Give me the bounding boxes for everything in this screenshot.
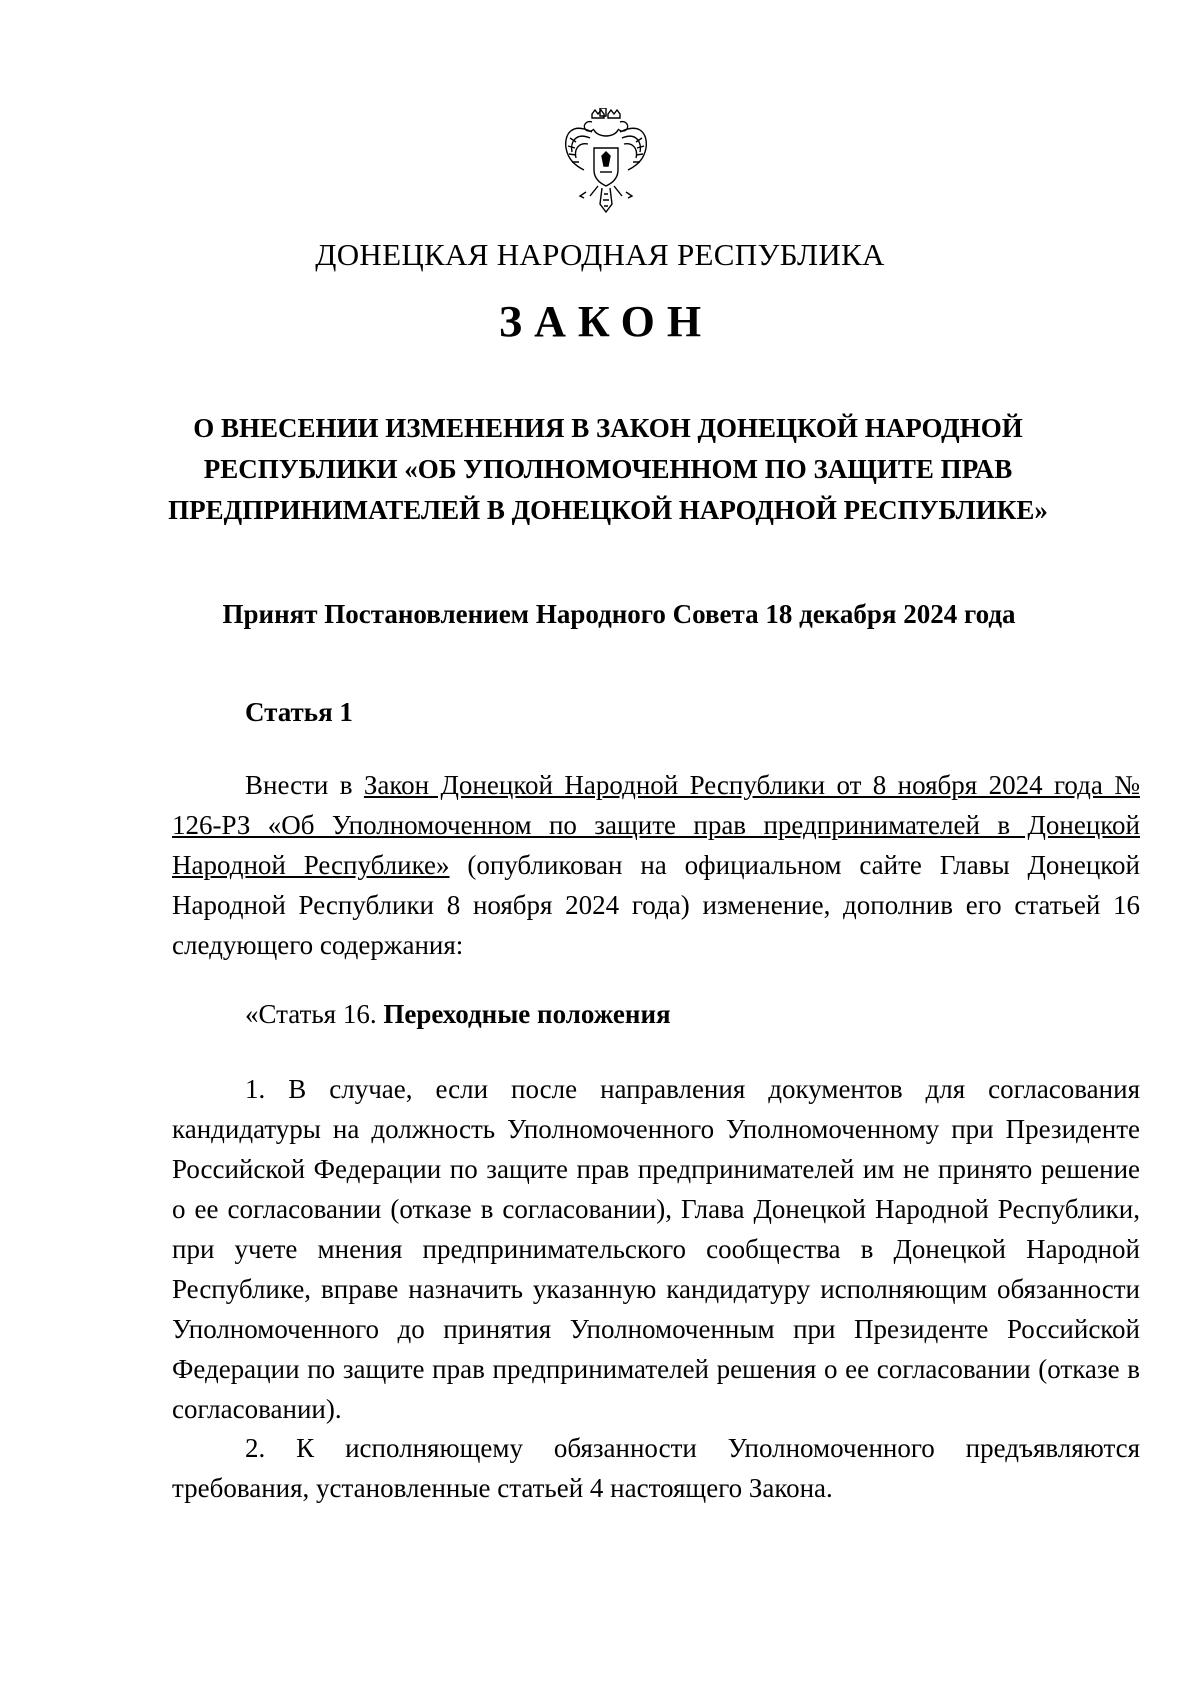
- article-16-prefix: «Статья 16.: [245, 999, 384, 1029]
- referenced-law-link[interactable]: Закон Донецкой Народной Республики от 8 ноября 2024 года № 126-РЗ «Об Уполномоченном по защите прав предпринимателей в Донецкой Народной Республике»: [172, 770, 1140, 880]
- article-16-title: Переходные положения: [383, 999, 671, 1029]
- republic-name: ДОНЕЦКАЯ НАРОДНАЯ РЕСПУБЛИКА: [315, 237, 885, 272]
- article-16-item-2: 2. К исполняющему обязанности Уполномоченного предъявляются требования, установленные статьей 4 настоящего Закона.: [172, 1433, 1140, 1503]
- article-1-title: Статья 1: [245, 697, 353, 727]
- law-heading: [160, 408, 1056, 531]
- article-16-heading: [172, 994, 1140, 1034]
- article-16-item-1: 1. В случае, если после направления документов для согласования кандидатуры на должность Уполномоченного Уполномоченному при Президенте Российской Федерации по защите прав предпринимателей им не принято решение о ее согласовании (отказе в согласовании), Глава Донецкой Народной Республики, при учете мнения предпринимательского сообщества в Донецкой Народной Республике, вправе назначить указанную кандидатуру исполняющим обязанности Уполномоченного до принятия Уполномоченным при Президенте Российской Федерации по защите прав предпринимателей решения о ее согласовании (отказе в согласовании).: [172, 1074, 1140, 1424]
- law-heading-line: ПРЕДПРИНИМАТЕЛЕЙ В ДОНЕЦКОЙ НАРОДНОЙ РЕСПУБЛИКЕ»: [168, 495, 1048, 525]
- adoption-statement: Принят Постановлением Народного Совета 18 декабря 2024 года: [222, 599, 1016, 629]
- coat-of-arms-eagle-icon: [562, 108, 650, 216]
- article-1-intro-prefix: Внести в: [245, 770, 364, 800]
- article-1-text: [172, 765, 1140, 965]
- law-heading-line: О ВНЕСЕНИИ ИЗМЕНЕНИЯ В ЗАКОН ДОНЕЦКОЙ НАРОДНОЙ: [193, 413, 1023, 443]
- document-type-title: ЗАКОН: [498, 297, 714, 346]
- law-heading-line: РЕСПУБЛИКИ «ОБ УПОЛНОМОЧЕННОМ ПО ЗАЩИТЕ ПРАВ: [203, 454, 1013, 484]
- article-1-intro-suffix: (опубликован на официальном сайте Главы Донецкой Народной Республики 8 ноября 2024 года) изменение, дополнив его статьей 16 следующего содержания:: [172, 850, 1140, 960]
